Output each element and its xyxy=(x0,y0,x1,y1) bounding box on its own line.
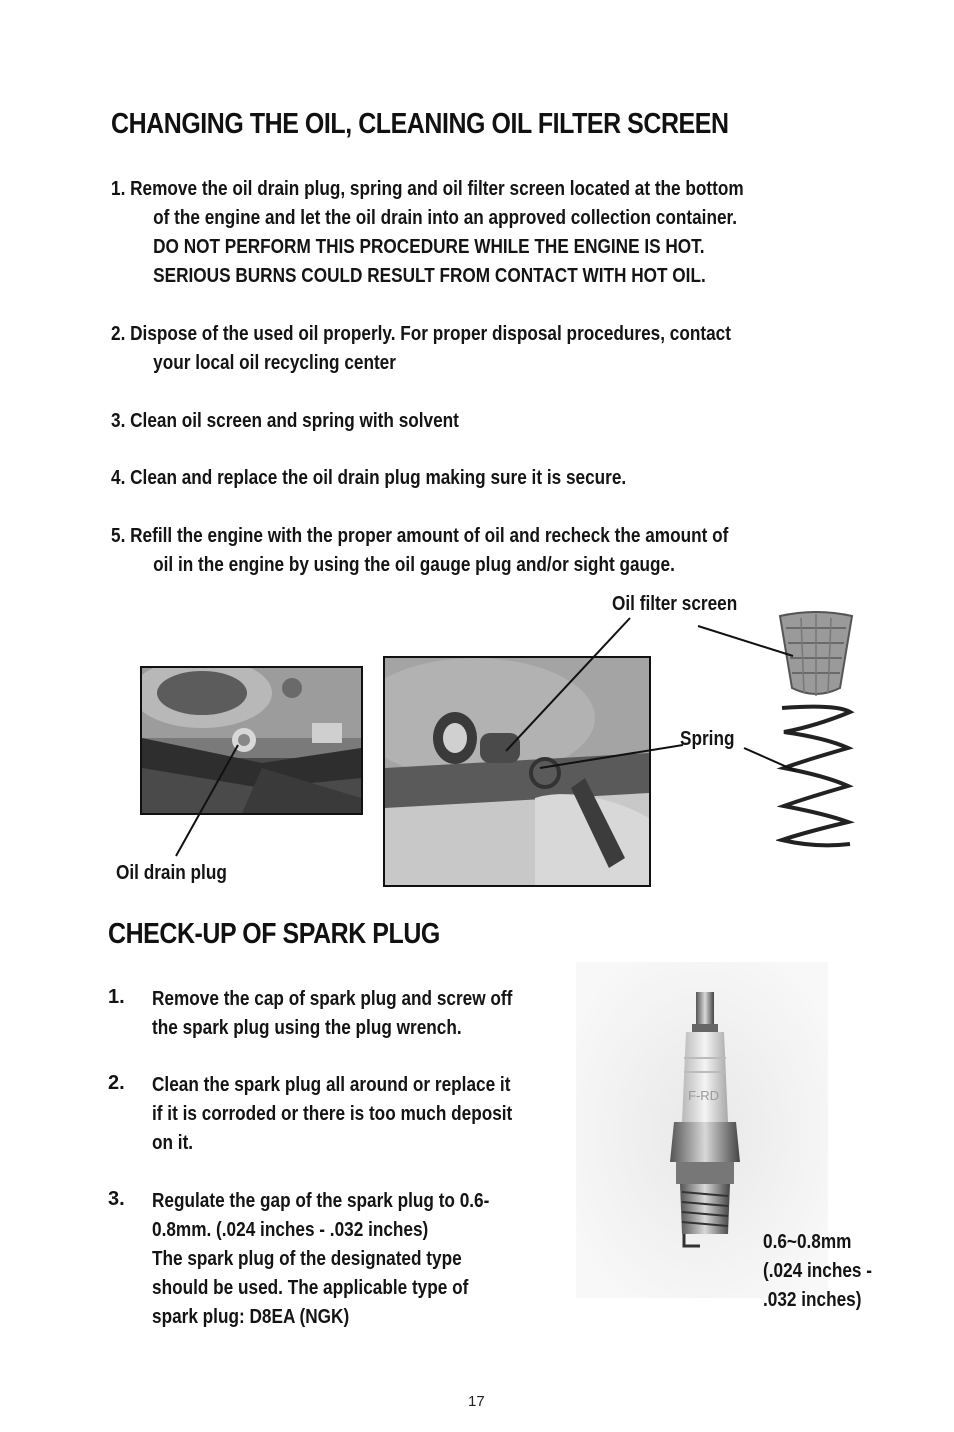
oil-step-2-line: your local oil recycling center xyxy=(153,352,396,374)
spark-step-2-line: on it. xyxy=(152,1132,194,1154)
svg-text:F-RD: F-RD xyxy=(688,1088,720,1103)
spring-leader-right xyxy=(744,748,796,771)
spark-step-2-line: Clean the spark plug all around or replace it xyxy=(152,1074,511,1096)
spark-step-3-line: 0.8mm. (.024 inches - .032 inches) xyxy=(152,1219,429,1241)
spark-step-2-number: 2. xyxy=(108,1072,125,1094)
oil-step-5-line: oil in the engine by using the oil gauge plug and/or sight gauge. xyxy=(153,554,675,576)
oil-step-1-line: of the engine and let the oil drain into an approved collection container. xyxy=(153,207,738,229)
spark-step-3-line: The spark plug of the designated type xyxy=(152,1248,462,1270)
oil-step-5-line: 5. Refill the engine with the proper amount of oil and recheck the amount of xyxy=(111,525,729,547)
spark-step-3-number: 3. xyxy=(108,1188,125,1210)
spark-step-2 xyxy=(152,1071,512,1158)
oil-step-1-warning: DO NOT PERFORM THIS PROCEDURE WHILE THE ENGINE IS HOT. xyxy=(153,236,705,258)
gap-label-line: (.024 inches - xyxy=(763,1260,872,1282)
label-oil-drain-plug: Oil drain plug xyxy=(116,862,227,884)
spark-step-3-line: Regulate the gap of the spark plug to 0.6- xyxy=(152,1190,490,1212)
spark-step-3-line: should be used. The applicable type of xyxy=(152,1277,469,1299)
oil-step-3: 3. Clean oil screen and spring with solvent xyxy=(111,410,459,432)
drain-plug-leader xyxy=(176,745,238,856)
filter-screen-leader xyxy=(506,618,630,751)
oil-step-4: 4. Clean and replace the oil drain plug making sure it is secure. xyxy=(111,467,627,489)
oil-step-1-warning: SERIOUS BURNS COULD RESULT FROM CONTACT WITH HOT OIL. xyxy=(153,265,706,287)
gap-label-line: 0.6~0.8mm xyxy=(763,1231,852,1253)
oil-step-1-line: 1. Remove the oil drain plug, spring and oil filter screen located at the bottom xyxy=(111,178,744,200)
spring-leader xyxy=(540,745,683,768)
spark-step-1-line: the spark plug using the plug wrench. xyxy=(152,1017,462,1039)
spark-step-2-line: if it is corroded or there is too much deposit xyxy=(152,1103,513,1125)
gap-label-line: .032 inches) xyxy=(763,1289,862,1311)
label-spring: Spring xyxy=(680,728,735,750)
spark-step-3 xyxy=(152,1187,489,1332)
spark-step-1-line: Remove the cap of spark plug and screw off xyxy=(152,988,513,1010)
section-title-oil: CHANGING THE OIL, CLEANING OIL FILTER SCREEN xyxy=(111,108,729,140)
spark-step-1-number: 1. xyxy=(108,986,125,1008)
section-title-spark-plug: CHECK-UP OF SPARK PLUG xyxy=(108,918,440,950)
filter-screen-leader-right xyxy=(698,626,793,656)
spark-step-1 xyxy=(152,985,512,1043)
oil-step-2-line: 2. Dispose of the used oil properly. For proper disposal procedures, contact xyxy=(111,323,731,345)
page-number: 17 xyxy=(468,1393,485,1410)
label-oil-filter-screen: Oil filter screen xyxy=(612,593,738,615)
spark-step-3-line: spark plug: D8EA (NGK) xyxy=(152,1306,350,1328)
gap-label xyxy=(763,1228,872,1315)
